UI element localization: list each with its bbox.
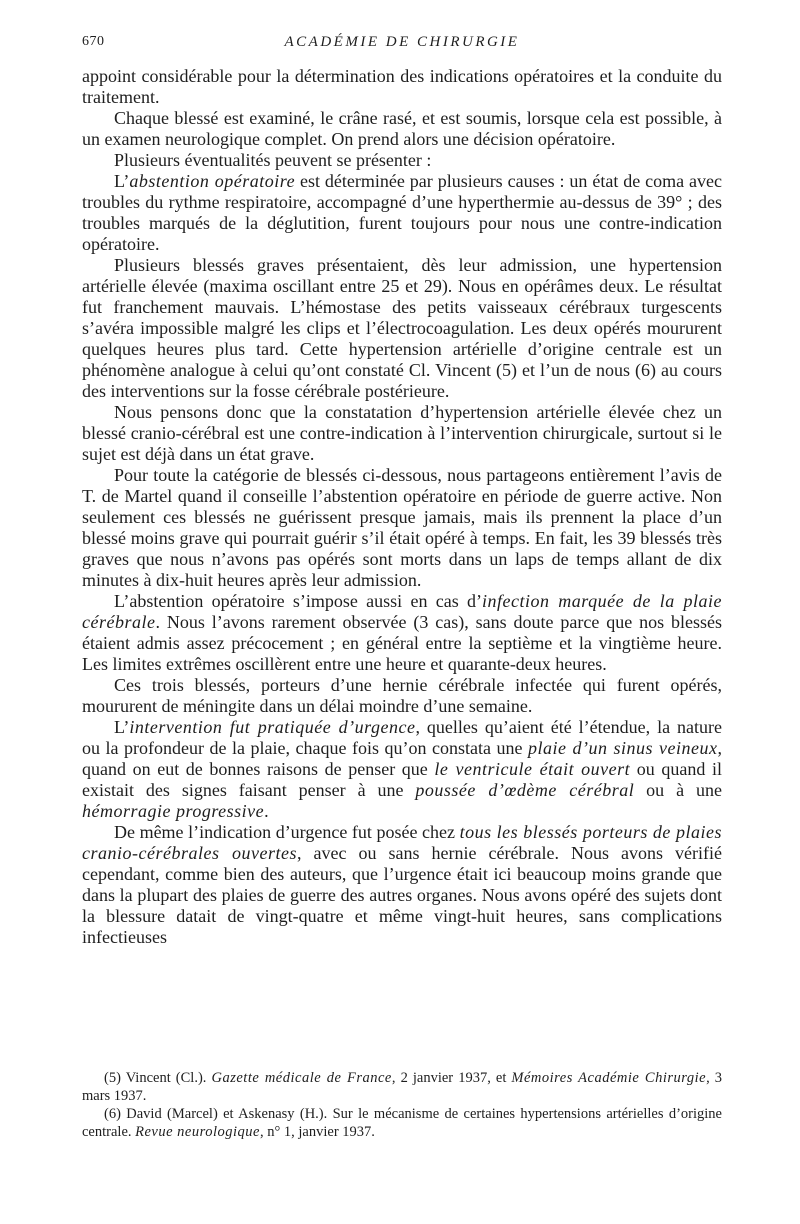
paragraph: appoint considérable pour la détermination des indications opératoires et la conduite du traitement. <box>82 66 722 107</box>
paragraph: Plusieurs blessés graves présentaient, dès leur admission, une hypertension artérielle élevée (maxima oscillant entre 25 et 29). Nous en opérâmes deux. Le résultat fut franchement mauvais. L’hémostase des petits vaisseaux cérébraux turgescents s’avéra impossible malgré les clips et l’électrocoagulation. Les deux opérés moururent quelques heures plus tard. Cette hypertension artérielle d’origine centrale est un phénomène analogue à celui qu’ont constaté Cl. Vincent (5) et l’un de nous (6) au cours des interventions sur la fosse cérébrale postérieure. <box>82 255 722 401</box>
italic-term: infection marquée de la plaie cérébrale <box>82 591 722 632</box>
paragraph: L’abstention opératoire s’impose aussi en cas d’infection marquée de la plaie cérébrale. Nous l’avons rarement observée (3 cas), sans doute parce que nos blessés étaient admis assez précocement ; en général entre la septième et la vingtième heure. Les limites extrêmes oscillèrent entre une heure et quarante-deux heures. <box>82 591 722 674</box>
paragraph: Plusieurs éventualités peuvent se présenter : <box>114 150 432 170</box>
footnotes <box>82 1069 722 1141</box>
paragraph: Nous pensons donc que la constatation d’hypertension artérielle élevée chez un blessé cranio-cérébral est une contre-indication à l’intervention chirurgicale, surtout si le sujet est déjà dans un état grave. <box>82 402 722 464</box>
italic-term: intervention fut pratiquée d’urgence <box>129 717 416 737</box>
journal-title: Mémoires Académie Chirurgie <box>511 1070 707 1086</box>
italic-term: poussée d’œdème cérébral <box>415 780 635 800</box>
footnote: (6) David (Marcel) et Askenasy (H.). Sur le mécanisme de certaines hypertensions artérielles d’origine centrale. Revue neurologique, n° 1, janvier 1937. <box>82 1106 722 1140</box>
italic-term: le ventricule était ouvert <box>434 759 631 779</box>
paragraph: L’abstention opératoire est déterminée par plusieurs causes : un état de coma avec troubles du rythme respiratoire, accompagné d’une hyperthermie au-dessus de 39° ; des troubles marqués de la déglutition, furent toujours pour nous une contre-indication opératoire. <box>82 171 723 254</box>
running-title: ACADÉMIE DE CHIRURGIE <box>284 34 520 50</box>
paragraph: De même l’indication d’urgence fut posée chez tous les blessés porteurs de plaies cranio-cérébrales ouvertes, avec ou sans hernie cérébrale. Nous avons vérifié cependant, comme bien des auteurs, que l’urgence était ici beaucoup moins grande que dans la plupart des plaies de guerre des autres organes. Nous avons opéré des sujets dont la blessure datait de vingt-quatre et même vingt-huit heures, sans complications infectieuses <box>82 822 722 947</box>
paragraph: Ces trois blessés, porteurs d’une hernie cérébrale infectée qui furent opérés, moururent de méningite dans un délai moindre d’une semaine. <box>82 675 722 716</box>
journal-title: Revue neurologique <box>135 1124 260 1140</box>
italic-term: hémorragie progressive <box>82 801 265 821</box>
italic-term: tous les blessés porteurs de plaies cranio-cérébrales ouvertes <box>82 822 722 863</box>
journal-title: Gazette médicale de France <box>211 1070 392 1086</box>
paragraph: Pour toute la catégorie de blessés ci-dessous, nous partageons entièrement l’avis de T. de Martel quand il conseille l’abstention opératoire en période de guerre active. Non seulement ces blessés ne guérissent presque jamais, mais ils prennent la place d’un blessé moins grave qui pourrait guérir s’il était opéré à temps. En fait, les 39 blessés très graves que nous n’avons pas opérés sont morts dans un laps de temps allant de dix minutes à dix-huit heures après leur admission. <box>82 465 722 590</box>
page-number: 670 <box>82 34 105 49</box>
body-text <box>82 66 722 948</box>
footnote: (5) Vincent (Cl.). Gazette médicale de France, 2 janvier 1937, et Mémoires Académie Chirurgie, 3 mars 1937. <box>82 1070 723 1104</box>
paragraph: L’intervention fut pratiquée d’urgence, quelles qu’aient été l’étendue, la nature ou la profondeur de la plaie, chaque fois qu’on constata une plaie d’un sinus veineux, quand on eut de bonnes raisons de penser que le ventricule était ouvert ou quand il existait des signes faisant penser à une poussée d’œdème cérébral ou à une hémorragie progressive. <box>82 717 722 821</box>
paragraph: Chaque blessé est examiné, le crâne rasé, et est soumis, lorsque cela est possible, à un examen neurologique complet. On prend alors une décision opératoire. <box>82 108 722 149</box>
italic-term: plaie d’un sinus veineux <box>527 738 718 758</box>
italic-term: abstention opératoire <box>129 171 296 191</box>
running-header <box>82 34 722 56</box>
